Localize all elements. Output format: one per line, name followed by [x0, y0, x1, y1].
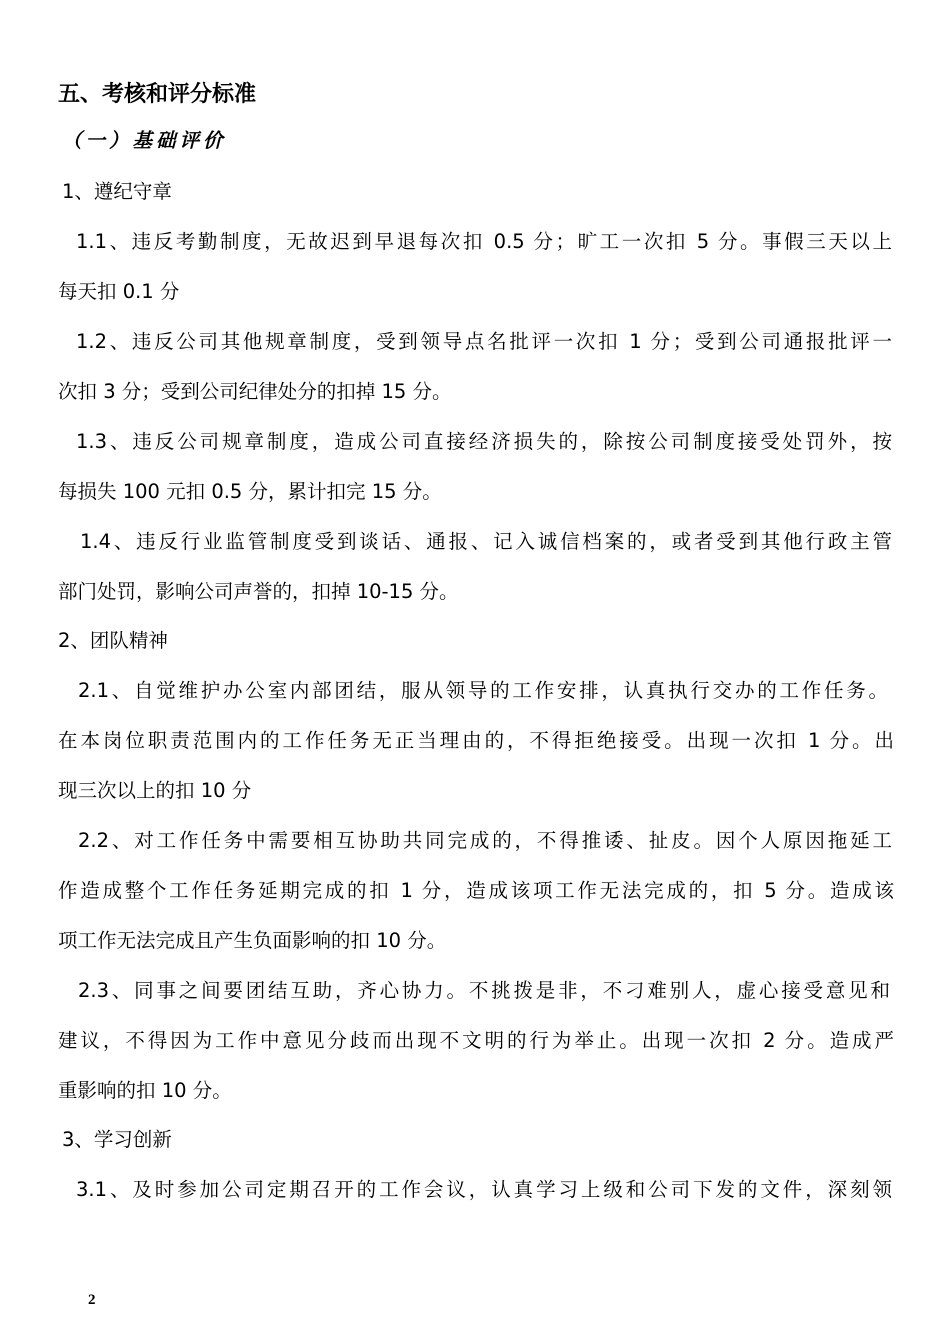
paragraph-line: 1.3、违反公司规章制度，造成公司直接经济损失的，除按公司制度接受处罚外，按	[76, 430, 892, 453]
item-heading-learning: 3、学习创新	[62, 1128, 172, 1151]
paragraph-line: 1.4、违反行业监管制度受到谈话、通报、记入诚信档案的，或者受到其他行政主管	[80, 530, 892, 553]
paragraph-line: 2.1、自觉维护办公室内部团结，服从领导的工作安排，认真执行交办的工作任务。	[78, 679, 888, 702]
paragraph-line: 每天扣 0.1 分	[58, 280, 180, 303]
paragraph-line: 次扣 3 分；受到公司纪律处分的扣掉 15 分。	[58, 380, 452, 403]
paragraph-line: 在本岗位职责范围内的工作任务无正当理由的，不得拒绝接受。出现一次扣 1 分。出	[58, 729, 894, 752]
paragraph-line: 项工作无法完成且产生负面影响的扣 10 分。	[58, 929, 447, 952]
paragraph-line: 2.2、对工作任务中需要相互协助共同完成的，不得推诿、扯皮。因个人原因拖延工	[78, 829, 892, 852]
paragraph-line: 作造成整个工作任务延期完成的扣 1 分，造成该项工作无法完成的，扣 5 分。造成该	[58, 879, 894, 902]
paragraph-line: 3.1、及时参加公司定期召开的工作会议，认真学习上级和公司下发的文件，深刻领	[76, 1178, 892, 1201]
paragraph-line: 部门处罚，影响公司声誉的，扣掉 10-15 分。	[58, 580, 459, 603]
paragraph-line: 1.2、违反公司其他规章制度，受到领导点名批评一次扣 1 分；受到公司通报批评一	[76, 330, 892, 353]
item-heading-teamwork: 2、团队精神	[58, 629, 168, 652]
paragraph-line: 重影响的扣 10 分。	[58, 1079, 232, 1102]
item-heading-discipline: 1、遵纪守章	[62, 180, 172, 203]
page-number: 2	[88, 1292, 96, 1308]
paragraph-line: 现三次以上的扣 10 分	[58, 779, 252, 802]
section-heading: 五、考核和评分标准	[58, 82, 257, 107]
paragraph-line: 2.3、同事之间要团结互助，齐心协力。不挑拨是非，不刁难别人，虚心接受意见和	[78, 979, 890, 1002]
paragraph-line: 每损失 100 元扣 0.5 分，累计扣完 15 分。	[58, 480, 442, 503]
paragraph-line: 建议，不得因为工作中意见分歧而出现不文明的行为举止。出现一次扣 2 分。造成严	[58, 1029, 894, 1052]
subsection-heading: （一）基础评价	[62, 129, 227, 152]
paragraph-line: 1.1、违反考勤制度，无故迟到早退每次扣 0.5 分；旷工一次扣 5 分。事假三天以上	[76, 230, 892, 253]
